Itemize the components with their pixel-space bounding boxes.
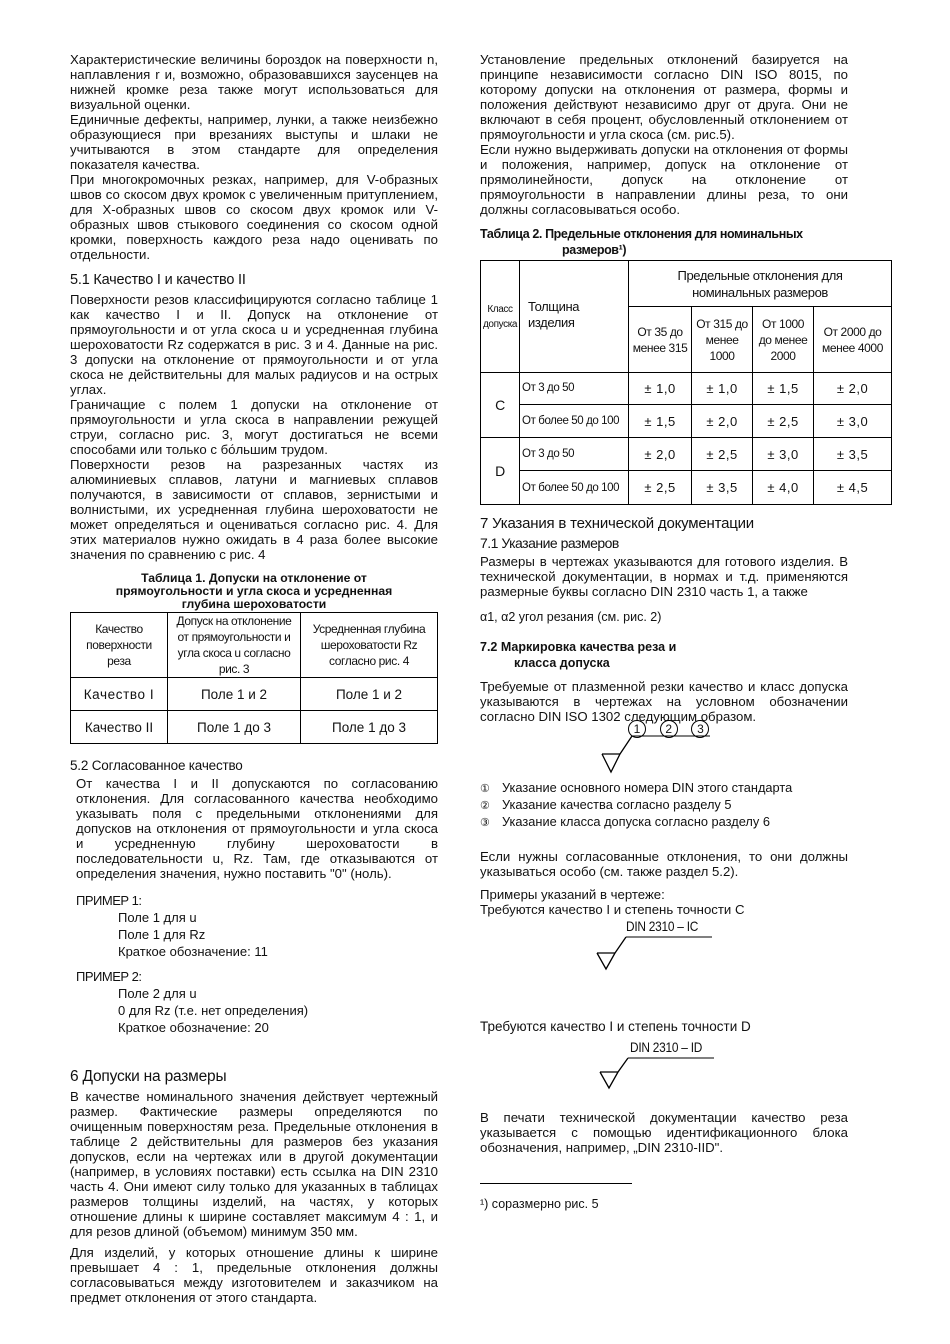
- table-2: [480, 260, 892, 505]
- marking-id: [480, 1039, 848, 1100]
- table-row: Качество I Поле 1 и 2 Поле 1 и 2: [71, 678, 438, 711]
- table-2-header-class: Класс допуска: [481, 261, 520, 373]
- right-column: [480, 52, 883, 1212]
- left-column: [70, 52, 438, 1305]
- table-2-range-2: От 315 до менее 1000: [692, 307, 753, 373]
- table-row: D От 3 до 50 ± 2,0 ± 2,5 ± 3,0 ± 3,5: [481, 438, 892, 471]
- section-6-title: 6 Допуски на размеры: [70, 1068, 227, 1085]
- table-row: C От 3 до 50 ± 1,0 ± 1,0 ± 1,5 ± 2,0: [481, 373, 892, 405]
- section-7-2-title: 7.2 Маркировка качества реза и класса допуска: [480, 640, 677, 670]
- table-2-caption: Таблица 2. Предельные отклонения для номинальных размеров¹): [480, 227, 803, 257]
- table-2-class-c: C: [481, 373, 520, 438]
- example-1: ПРИМЕР 1: Поле 1 для u Поле 1 для Rz Краткое обозначение: 11: [76, 893, 268, 959]
- table-1-caption: Таблица 1. Допуски на отклонение от прямоугольности и угла скоса и усредненная глубина шероховатости: [115, 571, 393, 611]
- alpha-definition: α1, α2 угол резания (см. рис. 2): [480, 610, 662, 624]
- marking-ic: [480, 918, 848, 977]
- table-2-range-1: От 35 до менее 315: [629, 307, 692, 373]
- table-1-header-roughness: Усредненная глубина шероховатости Rz согласно рис. 4: [301, 613, 438, 678]
- section-7-title: 7 Указания в технической документации: [480, 515, 754, 532]
- symbol-number-row: [628, 720, 718, 738]
- paragraph-multi-edge: При многокромочных резках, например, для V-образных швов со скосом двух кромок с увеличенным притуплением, для X-образных швов со скосом двух кромок или V-образных швов стыкового соединения со скосом одной кромки, поверхность каждого реза надо оценивать по отдельности.: [70, 172, 438, 262]
- symbol-legend: [480, 780, 848, 831]
- list-item: ② Указание качества согласно разделу 5: [480, 797, 732, 812]
- marking-ic-text: DIN 2310 – IC: [626, 918, 699, 934]
- paragraph-agreed: Если нужны согласованные отклонения, то они должны указываться особо (см. также раздел 5.2).: [480, 849, 848, 879]
- paragraph-form: Если нужно выдерживать допуски на отклонения от формы и положения, например, допуск на отклонение от прямолинейности, допуск на отклонение от прямоугольности в направлении длины реза, то они должны согласовываться особо.: [480, 142, 848, 217]
- paragraph-5-1-b: Граничащие с полем 1 допуски на отклонение от прямоугольности и угла скоса в направлении режущей струи, согласно рис. 3, могут достигаться не всеми способами или только с бо́льшим трудом.: [70, 397, 438, 457]
- table-row: От более 50 до 100 ± 2,5 ± 3,5 ± 4,0 ± 4,5: [481, 471, 892, 505]
- example-d-caption: Требуются качество I и степень точности D: [480, 1019, 751, 1034]
- paragraph-5-1-a: Поверхности резов классифицируются согласно таблице 1 как качество I и II. Допуск на отклонение от прямоугольности и от угла скоса u и усредненная глубина шероховатости Rz содержатся в рис. 3 и 4. Данные на рис. 3 допуски на отклонение от прямоугольности и от угла скоса не действительны для малых радиусов и на острых углах.: [70, 292, 438, 397]
- footnote: ¹) соразмерно рис. 5: [480, 1197, 599, 1211]
- table-row: Качество II Поле 1 до 3 Поле 1 до 3: [71, 711, 438, 744]
- paragraph-6-a: В качестве номинального значения действует чертежный размер. Фактические размеры определяются по очищенным поверхностям реза. Предельные отклонения в таблице 2 действительны для размеров без указания допусков, если на чертежах или в другой документации (например, в условиях поставки) есть ссылка на DIN 2310 часть 4. Они имеют силу только для указанных в таблицах размеров толщины изделий, на частях, у которых отношение длины к ширине составляет максимум 4 : 1, и для резов длиной (объемом) минимум 350 мм.: [70, 1089, 438, 1239]
- table-1: [70, 612, 438, 744]
- circled-number-3-icon: 3: [691, 720, 709, 738]
- section-5-1-title: 5.1 Качество I и качество II: [70, 272, 246, 288]
- marking-id-symbol: [480, 1048, 848, 1100]
- paragraph-6-b: Для изделий, у которых отношение длины к ширине превышает 4 : 1, предельные отклонения должны согласовываться между изготовителем и заказчиком на предмет отклонения от этого стандарта.: [70, 1245, 438, 1305]
- list-item: ③ Указание класса допуска согласно разделу 6: [480, 814, 770, 829]
- paragraph-print: В печати технической документации качество реза указывается с помощью идентификационного блока обозначения, например, „DIN 2310-IID".: [480, 1110, 848, 1155]
- table-2-header-thickness: Толщина изделия: [520, 261, 629, 373]
- table-2-range-4: От 2000 до менее 4000: [814, 307, 892, 373]
- paragraph-7-2: Требуемые от плазменной резки качество и класс допуска указываются в чертежах на условном обозначении согласно DIN ISO 1302 следующим образом.: [480, 679, 848, 724]
- table-2-header-limits: Предельные отклонения для номинальных размеров: [629, 261, 892, 307]
- table-1-header-quality: Качество поверхности реза: [71, 613, 168, 678]
- table-row: От более 50 до 100 ± 1,5 ± 2,0 ± 2,5 ± 3,0: [481, 405, 892, 438]
- paragraph-characteristics: Характеристические величины бороздок на поверхности n, наплавления r и, возможно, образовавшихся заусенцев на нижней кромке реза также могут использоваться для визуальной оценки.: [70, 52, 438, 112]
- section-7-1-title: 7.1 Указание размеров: [480, 535, 619, 551]
- example-2: ПРИМЕР 2: Поле 2 для u 0 для Rz (т.е. нет определения) Краткое обозначение: 20: [76, 969, 309, 1035]
- marking-id-text: DIN 2310 – ID: [630, 1039, 703, 1055]
- table-2-range-3: От 1000 до менее 2000: [753, 307, 814, 373]
- circled-number-1-icon: 1: [628, 720, 646, 738]
- section-5-2-title: 5.2 Согласованное качество: [70, 758, 243, 773]
- list-item: ① Указание основного номера DIN этого стандарта: [480, 780, 793, 795]
- paragraph-5-2: От качества I и II допускаются по согласованию отклонения. Для согласованного качества необходимо указывать поля с предельными отклонениями для допусков на отклонения от прямоугольности и угла скоса и усредненную глубину шероховатости в последовательности u, Rz. Там, где отказываются от определения значения, нужно поставить "0" (ноль).: [76, 776, 438, 881]
- paragraph-5-1-c: Поверхности резов на разрезанных частях из алюминиевых сплавов, латуни и магниевых сплавов получаются, в зависимости от сплавов, зернистыми и волнистыми, их усредненная глубина шероховатости не может определяться и оцениваться согласно рис. 4. Для этих материалов нужно ожидать в 4 раза более высокие значения по сравнению с рис. 4: [70, 457, 438, 562]
- paragraph-defects: Единичные дефекты, например, лунки, а также неизбежно образующиеся при врезаниях выступы и шлаки не учитываются в этом стандарте для определения показателя качества.: [70, 112, 438, 172]
- footnote-divider: [480, 1183, 632, 1184]
- circled-number-2-icon: 2: [660, 720, 678, 738]
- paragraph-7-1: Размеры в чертежах указываются для готового изделия. В технической документации, в нормах и т.д. применяются размерные буквы согласно DIN 2310 часть 1, а также: [480, 554, 848, 599]
- examples-intro: Примеры указаний в чертеже: Требуются качество I и степень точности C: [480, 887, 745, 917]
- paragraph-basis: Установление предельных отклонений базируется на принципе независимости согласно DIN ISO 8015, по которому допуски на отклонения от размера, формы и положения действуют независимо друг от друга. Они не включают в себя процент, обусловленный отклонением от прямоугольности и угла скоса (см. рис.5).: [480, 52, 848, 142]
- table-1-header-squareness: Допуск на отклонение от прямоугольности и угла скоса u согласно рис. 3: [168, 613, 301, 678]
- table-2-class-d: D: [481, 438, 520, 505]
